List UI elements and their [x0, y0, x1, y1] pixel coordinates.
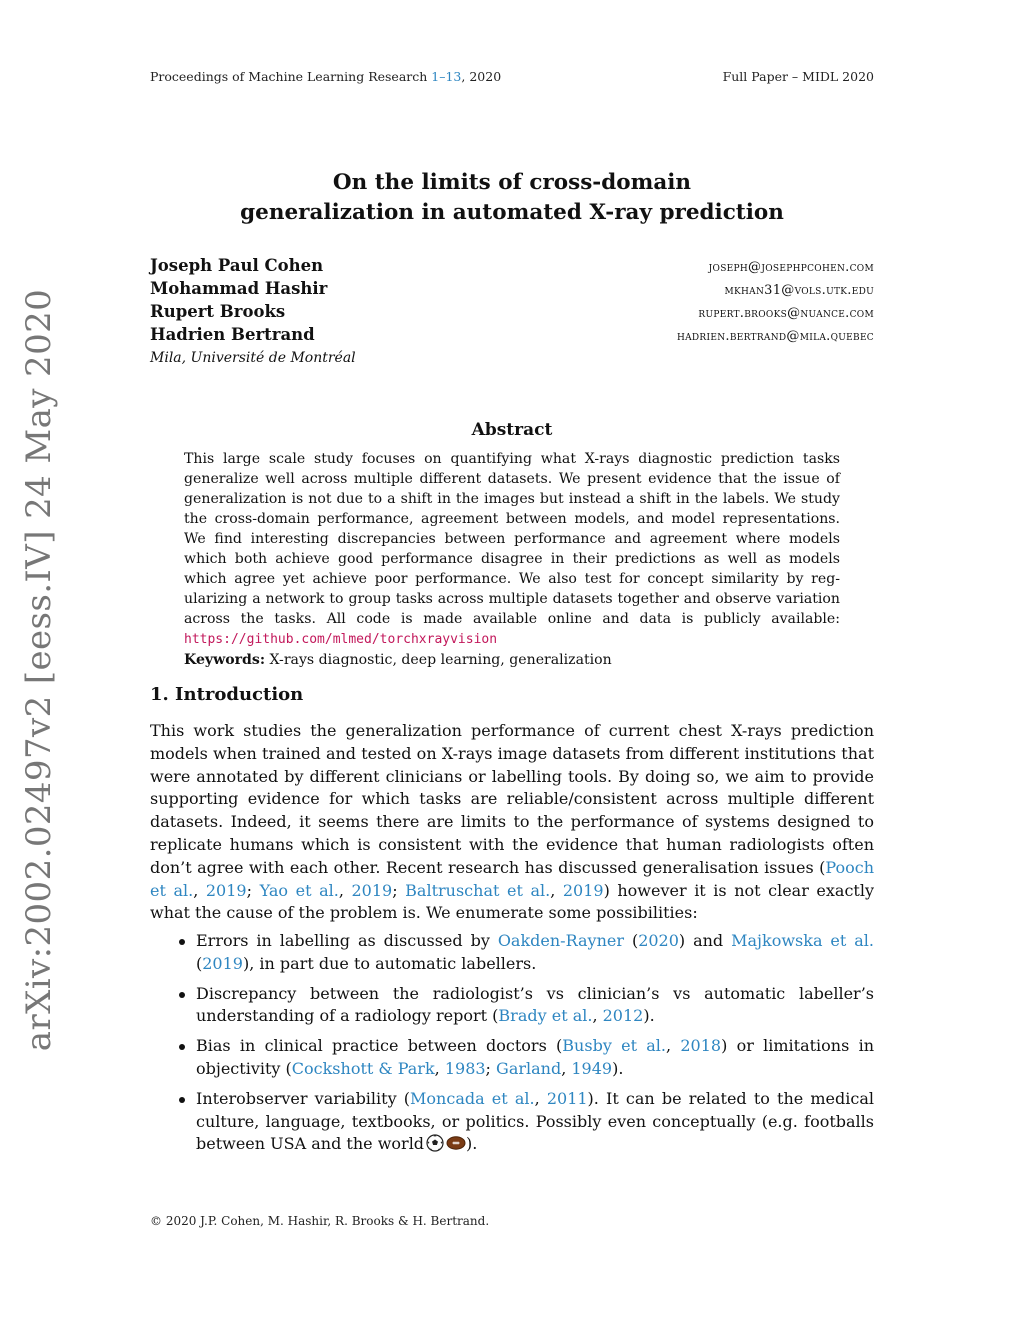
paper-title: [150, 168, 874, 228]
cite-cockshott-year[interactable]: 1983: [444, 1058, 486, 1078]
page-range-link[interactable]: 1–13: [431, 69, 462, 84]
cite-oakden-year[interactable]: 2020: [638, 931, 679, 950]
cite-majkowska[interactable]: Majkowska et al.: [731, 931, 875, 950]
cite-brady[interactable]: Brady et al.: [498, 1006, 593, 1026]
running-header-left: [150, 69, 501, 84]
keywords-label: Keywords:: [184, 652, 266, 668]
intro-body: This work studies the generalization performance of current chest X-rays prediction models when trained and tested on X-rays image datasets from different institutions that were annotated by different clinicians or labelling tools. By doing so, we aim to provide supporting evidence for which tasks are reliable/consistent across multiple different datasets. Indeed, it seems there are limits to the performance of systems designed to replicate humans which is consistent with the evidence that human radiologists often don’t agree with each other. Recent research has discussed generalisation issues (: [150, 721, 874, 877]
cite-yao[interactable]: Yao et al.: [259, 880, 339, 900]
author-email: rupert.brooks@nuance.com: [698, 306, 874, 321]
author-name: Joseph Paul Cohen: [150, 256, 324, 275]
author-block: [150, 256, 874, 366]
keywords-list: X-rays diagnostic, deep learning, generalization: [269, 652, 612, 668]
bullet-text: Errors in labelling as discussed by: [196, 931, 498, 950]
author-name: Rupert Brooks: [150, 302, 286, 321]
arxiv-stamp: [7, 288, 71, 1052]
author-email: joseph@josephpcohen.com: [708, 260, 874, 275]
cite-yao-year[interactable]: 2019: [351, 880, 393, 900]
author-row: [150, 279, 874, 302]
cite-moncada-year[interactable]: 2011: [546, 1088, 588, 1108]
abstract-heading: Abstract: [471, 420, 553, 440]
abstract-text: [184, 449, 840, 650]
code-url-link[interactable]: https://github.com/mlmed/torchxrayvision: [184, 632, 498, 647]
cite-busby[interactable]: Busby et al.: [562, 1036, 667, 1056]
author-email: hadrien.bertrand@mila.quebec: [676, 329, 874, 344]
bullet-text: Bias in clinical practice between doctors (: [196, 1036, 563, 1056]
bullet-icon: [179, 939, 185, 945]
cite-pooch[interactable]: Pooch et al.: [150, 857, 874, 900]
american-football-icon: [446, 1134, 466, 1159]
bullet-text: ).: [643, 1006, 655, 1026]
cite-baltruschat[interactable]: Baltruschat et al.: [405, 880, 551, 900]
title-line-1: On the limits of cross-domain: [332, 170, 692, 195]
cite-majkowska-year[interactable]: 2019: [202, 953, 243, 973]
cite-baltruschat-year[interactable]: 2019: [562, 880, 604, 900]
bullet-icon: [179, 1044, 185, 1050]
bullet-text: ) or limitations in objectivity (: [196, 1036, 875, 1078]
cite-oakden[interactable]: Oakden-Rayner: [497, 931, 624, 950]
author-email: mkhan31@vols.utk.edu: [724, 283, 874, 298]
bullet-text: ) and: [678, 931, 732, 950]
section-heading: 1. Introduction: [150, 684, 304, 705]
header-year: , 2020: [461, 69, 502, 84]
intro-paragraph: [150, 720, 874, 925]
cite-garland-year[interactable]: 1949: [571, 1058, 613, 1078]
author-name: Mohammad Hashir: [150, 279, 328, 298]
list-item: Interobserver variability (Moncada et al., 2011). It can be related to the medical culture, language, textbooks, or politics. Possibly even conceptually (e.g. footballs between USA and the world ).: [150, 1088, 874, 1159]
list-item: Bias in clinical practice between doctors (Busby et al., 2018) or limitations in objectivity (Cockshott & Park, 1983; Garland, 1949).: [150, 1035, 874, 1081]
abstract-body: [184, 449, 840, 670]
title-line-2: generalization in automated X-ray prediction: [240, 200, 784, 225]
author-row: [150, 302, 874, 325]
affiliation: Mila, Université de Montréal: [150, 350, 356, 366]
author-row: [150, 325, 874, 348]
cite-garland[interactable]: Garland: [496, 1058, 562, 1078]
bullet-text: ). It can be related to the medical culture, language, textbooks, or politics. Possibly even conceptually (e.g. footballs between USA and the world: [196, 1088, 875, 1154]
running-header-right: Full Paper – MIDL 2020: [722, 69, 874, 84]
cite-pooch-year[interactable]: 2019: [205, 880, 247, 900]
bullet-icon: [179, 992, 185, 998]
abstract-paragraph: This large scale study focuses on quantifying what X-rays diagnostic prediction tasks generalize well across multiple different datasets. We present evidence that the issue of generalization is not due to a shift in the images but instead a shift in the labels. We study the cross-domain performance, agreement between models, and model representations. We find interesting discrepancies between performance and agreement where models which both achieve good performance disagree in their predictions as well as models which agree yet achieve poor performance. We also test for concept similarity by regularizing a network to group tasks across multiple datasets together and observe variation across the tasks. All code is made available online and data is publicly available:: [184, 451, 840, 627]
soccer-ball-icon: [426, 1134, 444, 1159]
list-item: Errors in labelling as discussed by Oakden-Rayner (2020) and Majkowska et al. (2019), in part due to automatic labellers.: [150, 930, 874, 976]
bullet-icon: [179, 1097, 185, 1103]
arxiv-stamp-text: arXiv:2002.02497v2 [eess.IV] 24 May 2020: [19, 288, 59, 1052]
bullet-text: ).: [612, 1058, 624, 1078]
bullet-text: Discrepancy between the radiologist’s vs clinician’s vs automatic labeller’s understanding of a radiology report (: [196, 983, 874, 1026]
cite-brady-year[interactable]: 2012: [602, 1006, 644, 1026]
bullet-text: Interobserver variability (: [196, 1088, 411, 1108]
copyright-footer: © 2020 J.P. Cohen, M. Hashir, R. Brooks & H. Bertrand.: [150, 1214, 490, 1228]
intro-end: ) however it is not clear exactly what the cause of the problem is. We enumerate some possibilities:: [150, 880, 875, 923]
bullet-text: ).: [466, 1134, 478, 1154]
possibility-list: [150, 930, 874, 1166]
intro-text: This work studies the generalization performance of current chest X-rays prediction models when trained and tested on X-rays image datasets from different institutions that were annotated by different clinicians or labelling tools. By doing so, we aim to provide supporting evidence for which tasks are reliable/consistent across multiple different datasets. Indeed, it seems there are limits to the performance of systems designed to replicate humans which is consistent with the evidence that human radiologists often don’t agree with each other. Recent research has discussed generalisation issues (Pooch et al., 2019; Yao et al., 2019; Baltruschat et al., 2019) however it is not clear exactly what the cause of the problem is. We enumerate some possibilities:: [150, 721, 875, 923]
header-journal: Proceedings of Machine Learning Research: [150, 69, 432, 84]
list-item: Discrepancy between the radiologist’s vs clinician’s vs automatic labeller’s understanding of a radiology report (Brady et al., 2012).: [150, 983, 874, 1029]
author-row: [150, 256, 874, 279]
keywords: [184, 650, 840, 670]
cite-cockshott[interactable]: Cockshott & Park: [291, 1058, 435, 1078]
cite-busby-year[interactable]: 2018: [680, 1036, 722, 1056]
author-name: Hadrien Bertrand: [150, 325, 315, 344]
bullet-text: ), in part due to automatic labellers.: [242, 953, 537, 973]
cite-moncada[interactable]: Moncada et al.: [410, 1088, 535, 1108]
